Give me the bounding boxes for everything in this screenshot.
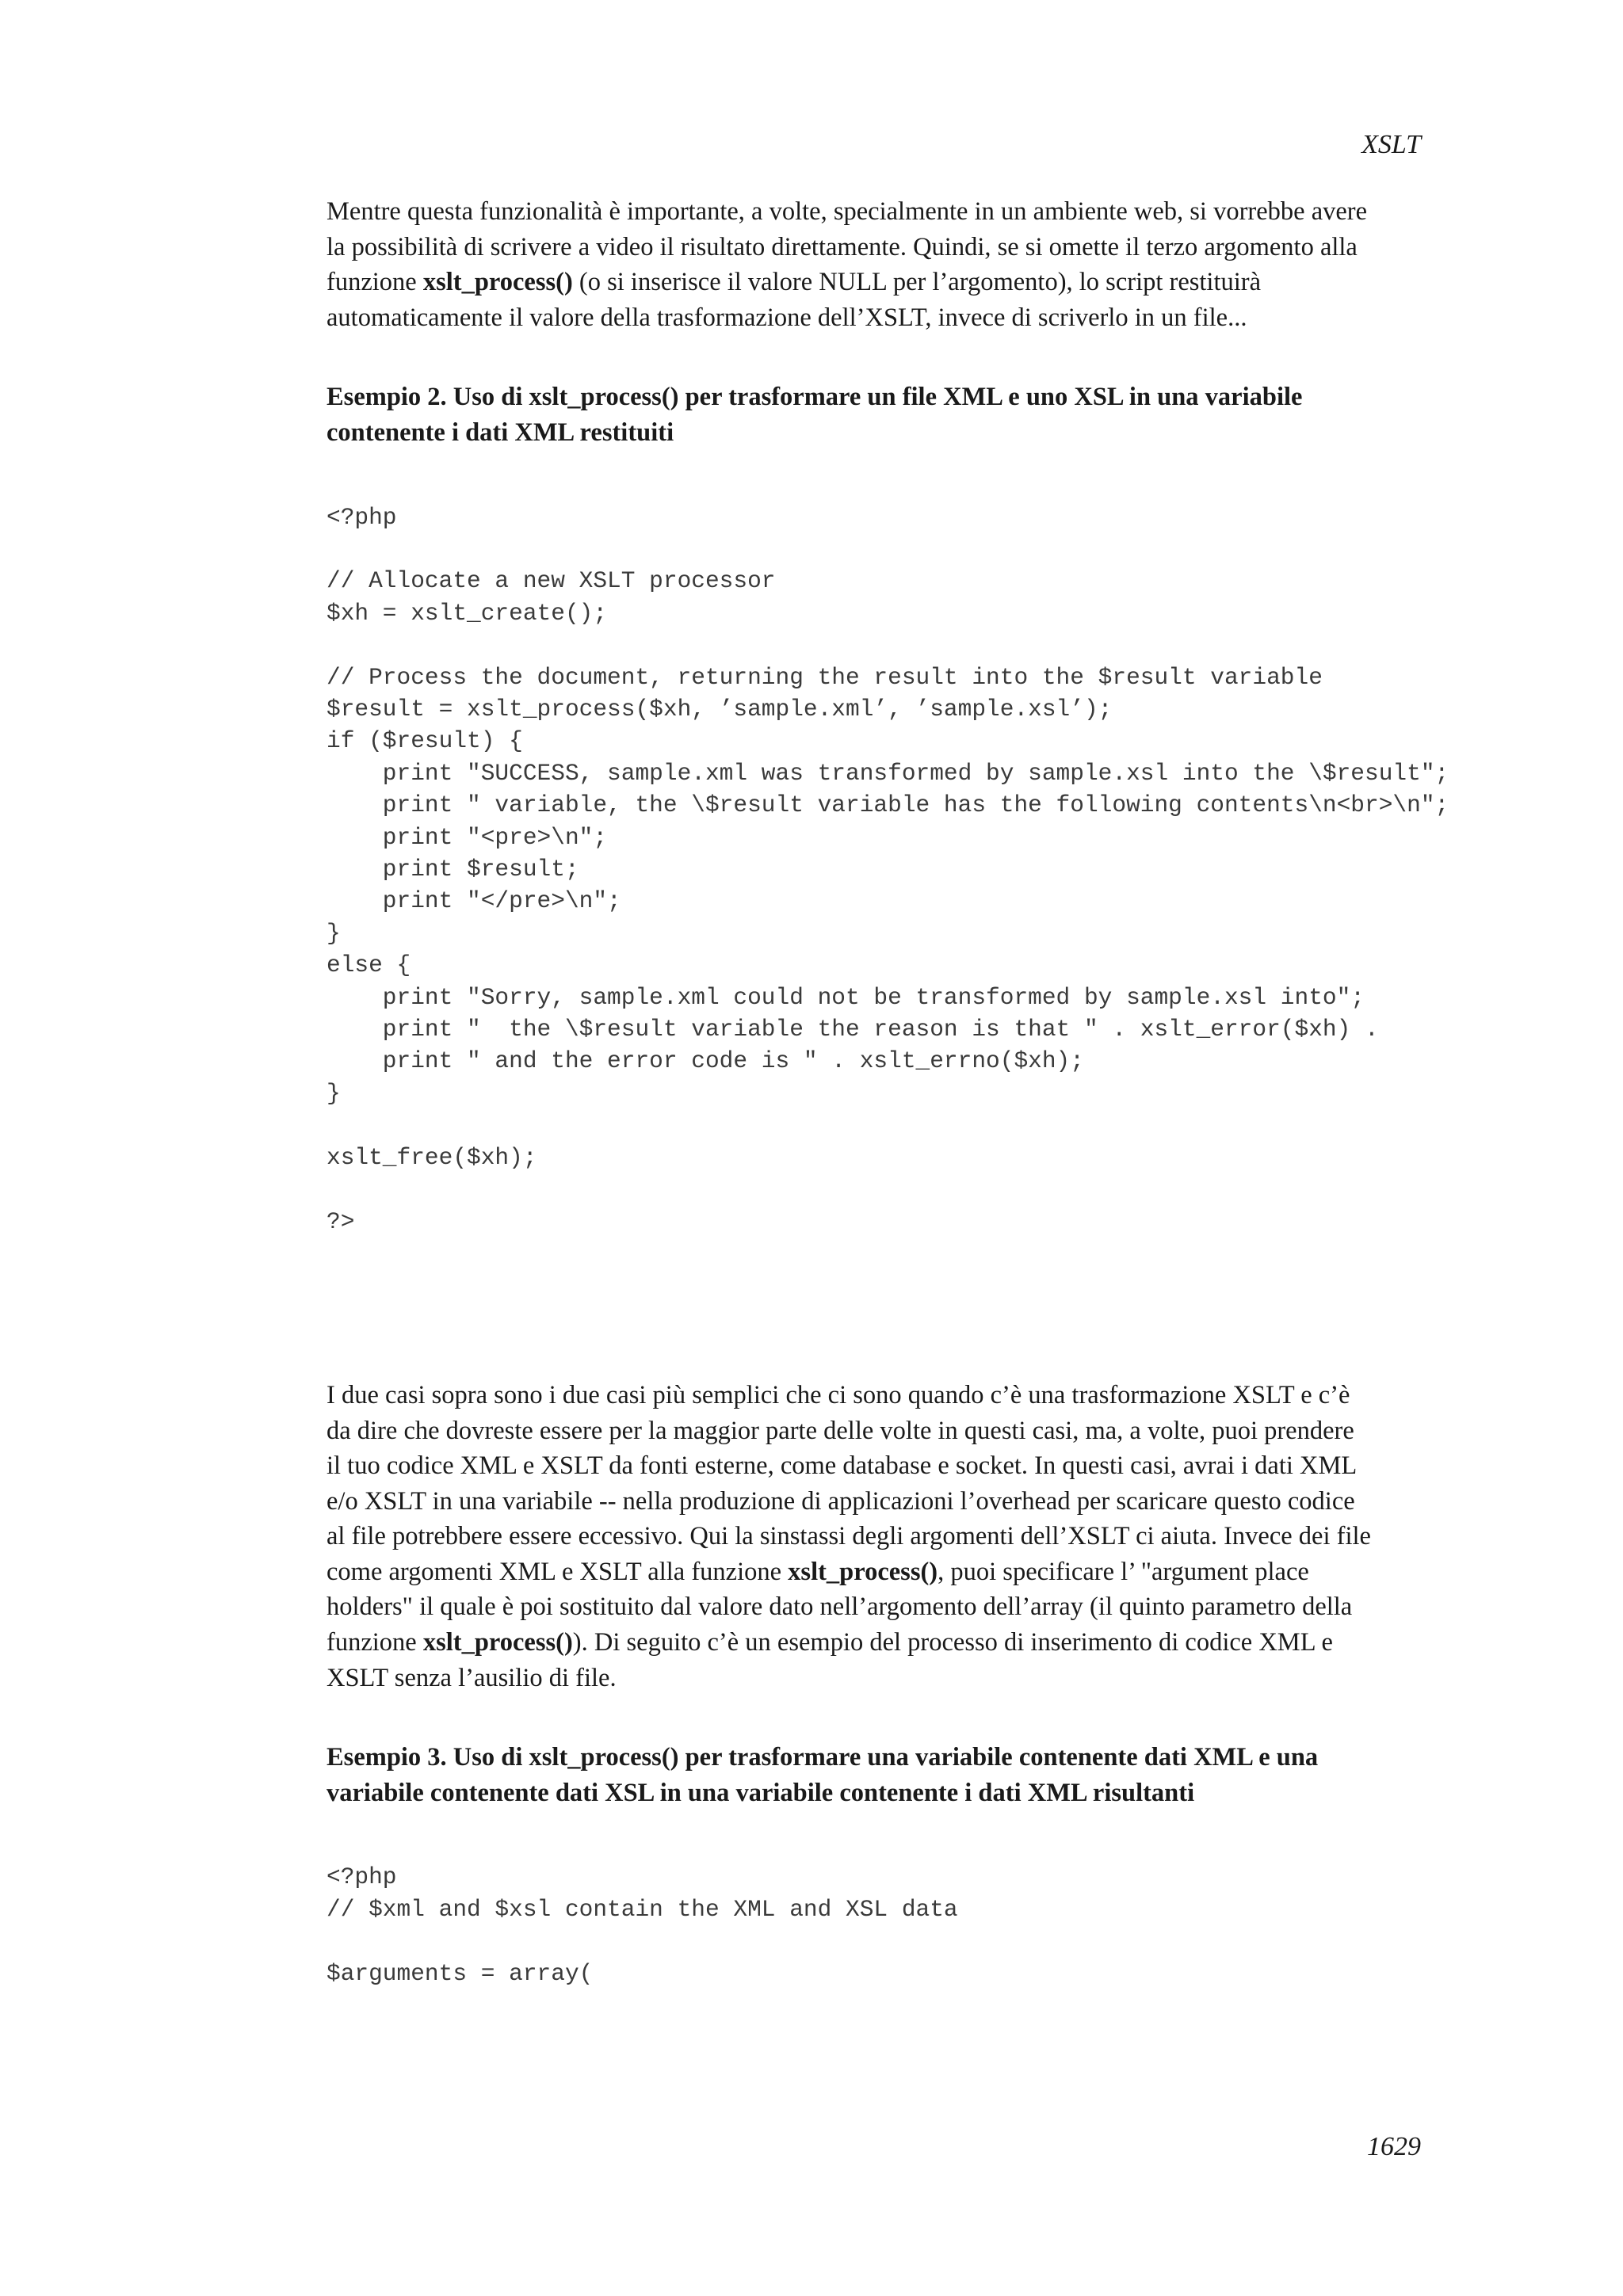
explanation-paragraph — [327, 1378, 1436, 1695]
code-block-example-3: <?php // $xml and $xsl contain the XML and XSL data $arguments = array( — [327, 1863, 958, 1987]
text-run: Mentre questa funzionalità è importante, a volte, specialmente in un ambiente web, si vorrebbe avere la possibilità di scrivere a video il risultato direttamente. Quindi, se si omette il terzo argomento alla funzione — [327, 197, 1368, 297]
function-name: xslt_process() — [422, 1628, 573, 1657]
text-run: ). Di seguito c’è un esempio del processo di inserimento di codice XML e XSLT senza l’ausilio di file. — [327, 1628, 1333, 1692]
function-name: xslt_process() — [422, 268, 573, 297]
example-3-title: Esempio 3. Uso di xslt_process() per trasformare una variabile contenente dati XML e una variabile contenente dati XSL in una variabile contenente i dati XML risultanti — [327, 1743, 1319, 1807]
code-block-example-2: <?php // Allocate a new XSLT processor $xh = xslt_create(); // Process the document, returning the result into the $result variable $result = xslt_process($xh, ’sample.xml’, ’sample.xsl’); if ($result) { print "SUCCESS, sample.xml was transformed by sample.xsl into the \$result"; print " variable, the \$result variable has the following contents\n<br>\n"; print "<pre>\n"; print $result; print "</pre>\n"; } else { print "Sorry, sample.xml could not be transformed by sample.xsl into"; print " the \$result variable the reason is that " . xslt_error($xh) . print " and the error code is " . xslt_errno($xh); } xslt_free($xh); ?> — [327, 503, 1449, 1235]
page-content — [327, 194, 1449, 1989]
text-run: I due casi sopra sono i due casi più semplici che ci sono quando c’è una trasformazione XSLT e c’è da dire che dovreste essere per la maggior parte delle volte in questi casi, ma, a volte, puoi prendere il tuo codice XML e XSLT da fonti esterne, come database e socket. In questi casi, avrai i dati XML e/o XSLT in una variabile -- nella produzione di applicazioni l’overhead per scaricare questo codice al file potrebbere essere eccessivo. Qui la sinstassi degli argomenti dell’XSLT ci aiuta. Invece dei file come argomenti XML e XSLT alla funzione — [327, 1380, 1371, 1586]
function-name: xslt_process() — [788, 1557, 938, 1586]
text-run: , puoi specificare l’ "argument place holders" il quale è poi sostituito dal valore dato nell’argomento dell’array (il quinto parametro della funzione — [327, 1557, 1353, 1657]
intro-paragraph — [327, 194, 1436, 335]
example-2-title: Esempio 2. Uso di xslt_process() per trasformare un file XML e uno XSL in una variabile contenente i dati XML restituiti — [327, 383, 1303, 447]
page-number: 1629 — [1367, 2132, 1421, 2161]
running-title: XSLT — [1361, 130, 1421, 159]
text-run: (o si inserisce il valore NULL per l’argomento), lo script restituirà automaticamente il valore della trasformazione dell’XSLT, invece di scriverlo in un file... — [327, 268, 1262, 332]
